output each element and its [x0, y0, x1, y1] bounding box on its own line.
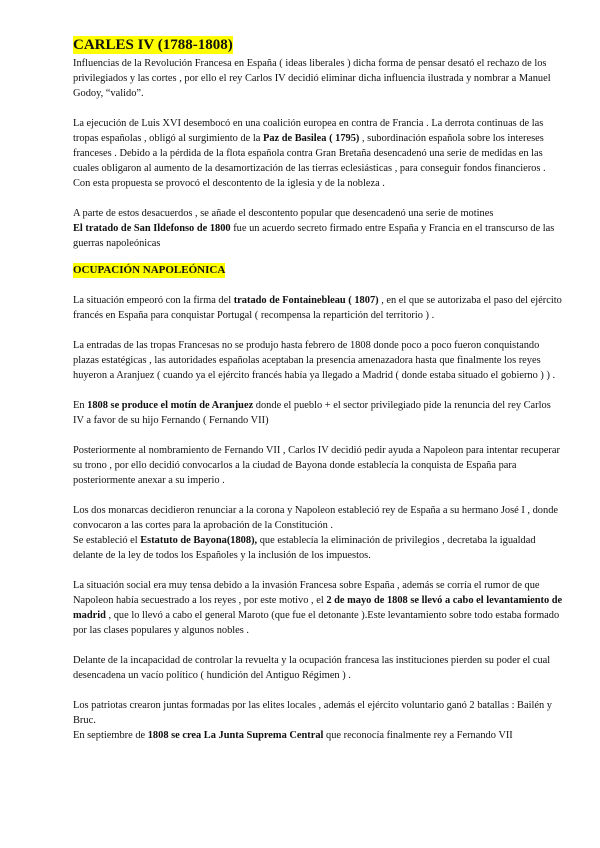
paragraph-juntas: Los patriotas crearon juntas formadas por las elites locales , además el ejército voluntario ganó 2 batallas : Bailén y Bruc.: [73, 700, 552, 726]
paragraph-junta-suprema: [73, 728, 563, 743]
section-heading-ocupacion: OCUPACIÓN NAPOLEÓNICA: [73, 264, 226, 276]
text-segment: La situación social era muy tensa debido a la invasión Francesa sobre España , además se corría el rumor de que Napoleon había secuestrado a los reyes , por este motivo , el: [73, 580, 540, 606]
bold-paz-de-basilea: Paz de Basilea ( 1795): [262, 133, 360, 144]
bold-tratado-fontainebleau: tratado de Fontainebleau ( 1807): [233, 295, 379, 306]
paragraph-estatuto-bayona: [73, 533, 563, 563]
document-title: CARLES IV (1788-1808): [73, 37, 233, 53]
text-segment: , en el que se autorizaba el paso del ejército francés en España para conquistar Portugal ( recompensa la repartición del territorio ) .: [73, 295, 562, 321]
text-segment: A parte de estos desacuerdos , se añade el descontento popular que desencadenó una serie de motines: [73, 208, 494, 219]
paragraph-desacuerdos: [73, 206, 563, 251]
text-segment: La ejecución de Luis XVI desembocó en una coalición europea en contra de Francia . La derrota continuas de las tropas españolas , obligó al surgimiento de la: [73, 118, 544, 144]
bold-estatuto-bayona: Estatuto de Bayona(1808),: [140, 535, 258, 546]
text-segment: En septiembre de: [73, 730, 148, 741]
text-segment: donde el pueblo + el sector privilegiado pide la renuncia del rey Carlos IV a favor de su hijo Fernando ( Fernando VII): [73, 400, 551, 426]
paragraph-renuncia-monarcas: Los dos monarcas decidieron renunciar a la corona y Napoleon estableció rey de España a su hermano José I , donde convocaron a las cortes para la aprobación de la Constitución .: [73, 505, 559, 531]
bold-tratado-san-ildefonso: El tratado de San Ildefonso de 1800: [73, 223, 231, 234]
text-segment: fue un acuerdo secreto firmado entre España y Francia en el transcurso de las guerras napoleónicas: [73, 223, 555, 249]
bold-motin-aranjuez: 1808 se produce el motín de Aranjuez: [87, 400, 254, 411]
text-segment: , subordinación española sobre los intereses franceses . Debido a la pérdida de la flota española contra Gran Bretaña desencadenó una serie de medidas en las cuales obligaron al aumento de la desamortización de las tierras eclesiásticas , para conseguir fondos financieros . Con esta propuesta se provocó el descontento de la iglesia y de la nobleza .: [73, 133, 546, 189]
text-segment: La situación empeoró con la firma del: [73, 295, 234, 306]
text-segment: En: [73, 400, 88, 411]
paragraph-vacio-politico: Delante de la incapacidad de controlar la revuelta y la ocupación francesa las instituciones pierden su poder el cual desencadena un vacío político ( hundición del Antiguo Régimen ) .: [73, 655, 551, 681]
paragraph-influencias: Influencias de la Revolución Francesa en España ( ideas liberales ) dicha forma de pensar desató el rechazo de los privilegiados y las cortes , por ello el rey Carlos IV decidió eliminar dicha influencia ilustrada y nombrar a Manuel Godoy, “valido”.: [73, 58, 551, 99]
text-segment: , que lo llevó a cabo el general Maroto (que fue el detonante ).Este levantamiento sobre todo estaba formado por las clases populares y algunos nobles .: [73, 610, 560, 636]
text-segment: que reconocía finalmente rey a Fernando VII: [323, 730, 513, 741]
text-segment: que establecía la eliminación de privilegios , decretaba la igualdad delante de la ley de todos los Españoles y la inclusión de los impuestos.: [73, 535, 536, 561]
document-page: [73, 36, 563, 743]
paragraph-motin-aranjuez: [73, 398, 563, 428]
paragraph-ejecucion-luis-xvi: [73, 116, 563, 191]
bold-2-de-mayo: 2 de mayo de 1808 se llevó a cabo el levantamiento de madrid: [73, 595, 563, 621]
paragraph-entrada-tropas: La entradas de las tropas Francesas no se produjo hasta febrero de 1808 donde poco a poco fueron conquistando plazas estatégicas , las autoridades españolas aceptaban la presencia amenazadora hasta que finalmente los reyes huyeron a Aranjuez ( cuando ya el ejército francés había ya llegado a Madrid ( donde estaba situado el gobierno ) ) .: [73, 340, 556, 381]
paragraph-bayona: Posteriormente al nombramiento de Fernando VII , Carlos IV decidió pedir ayuda a Napoleon para intentar recuperar su trono , por ello decidió convocarlos a la ciudad de Bayona donde establecía la conquista de España para posteriormente anexar a su imperio .: [73, 445, 560, 486]
text-segment: Se estableció el: [73, 535, 141, 546]
bold-junta-suprema: 1808 se crea La Junta Suprema Central: [147, 730, 324, 741]
paragraph-fontainebleau: [73, 293, 563, 323]
paragraph-levantamiento: [73, 578, 563, 638]
